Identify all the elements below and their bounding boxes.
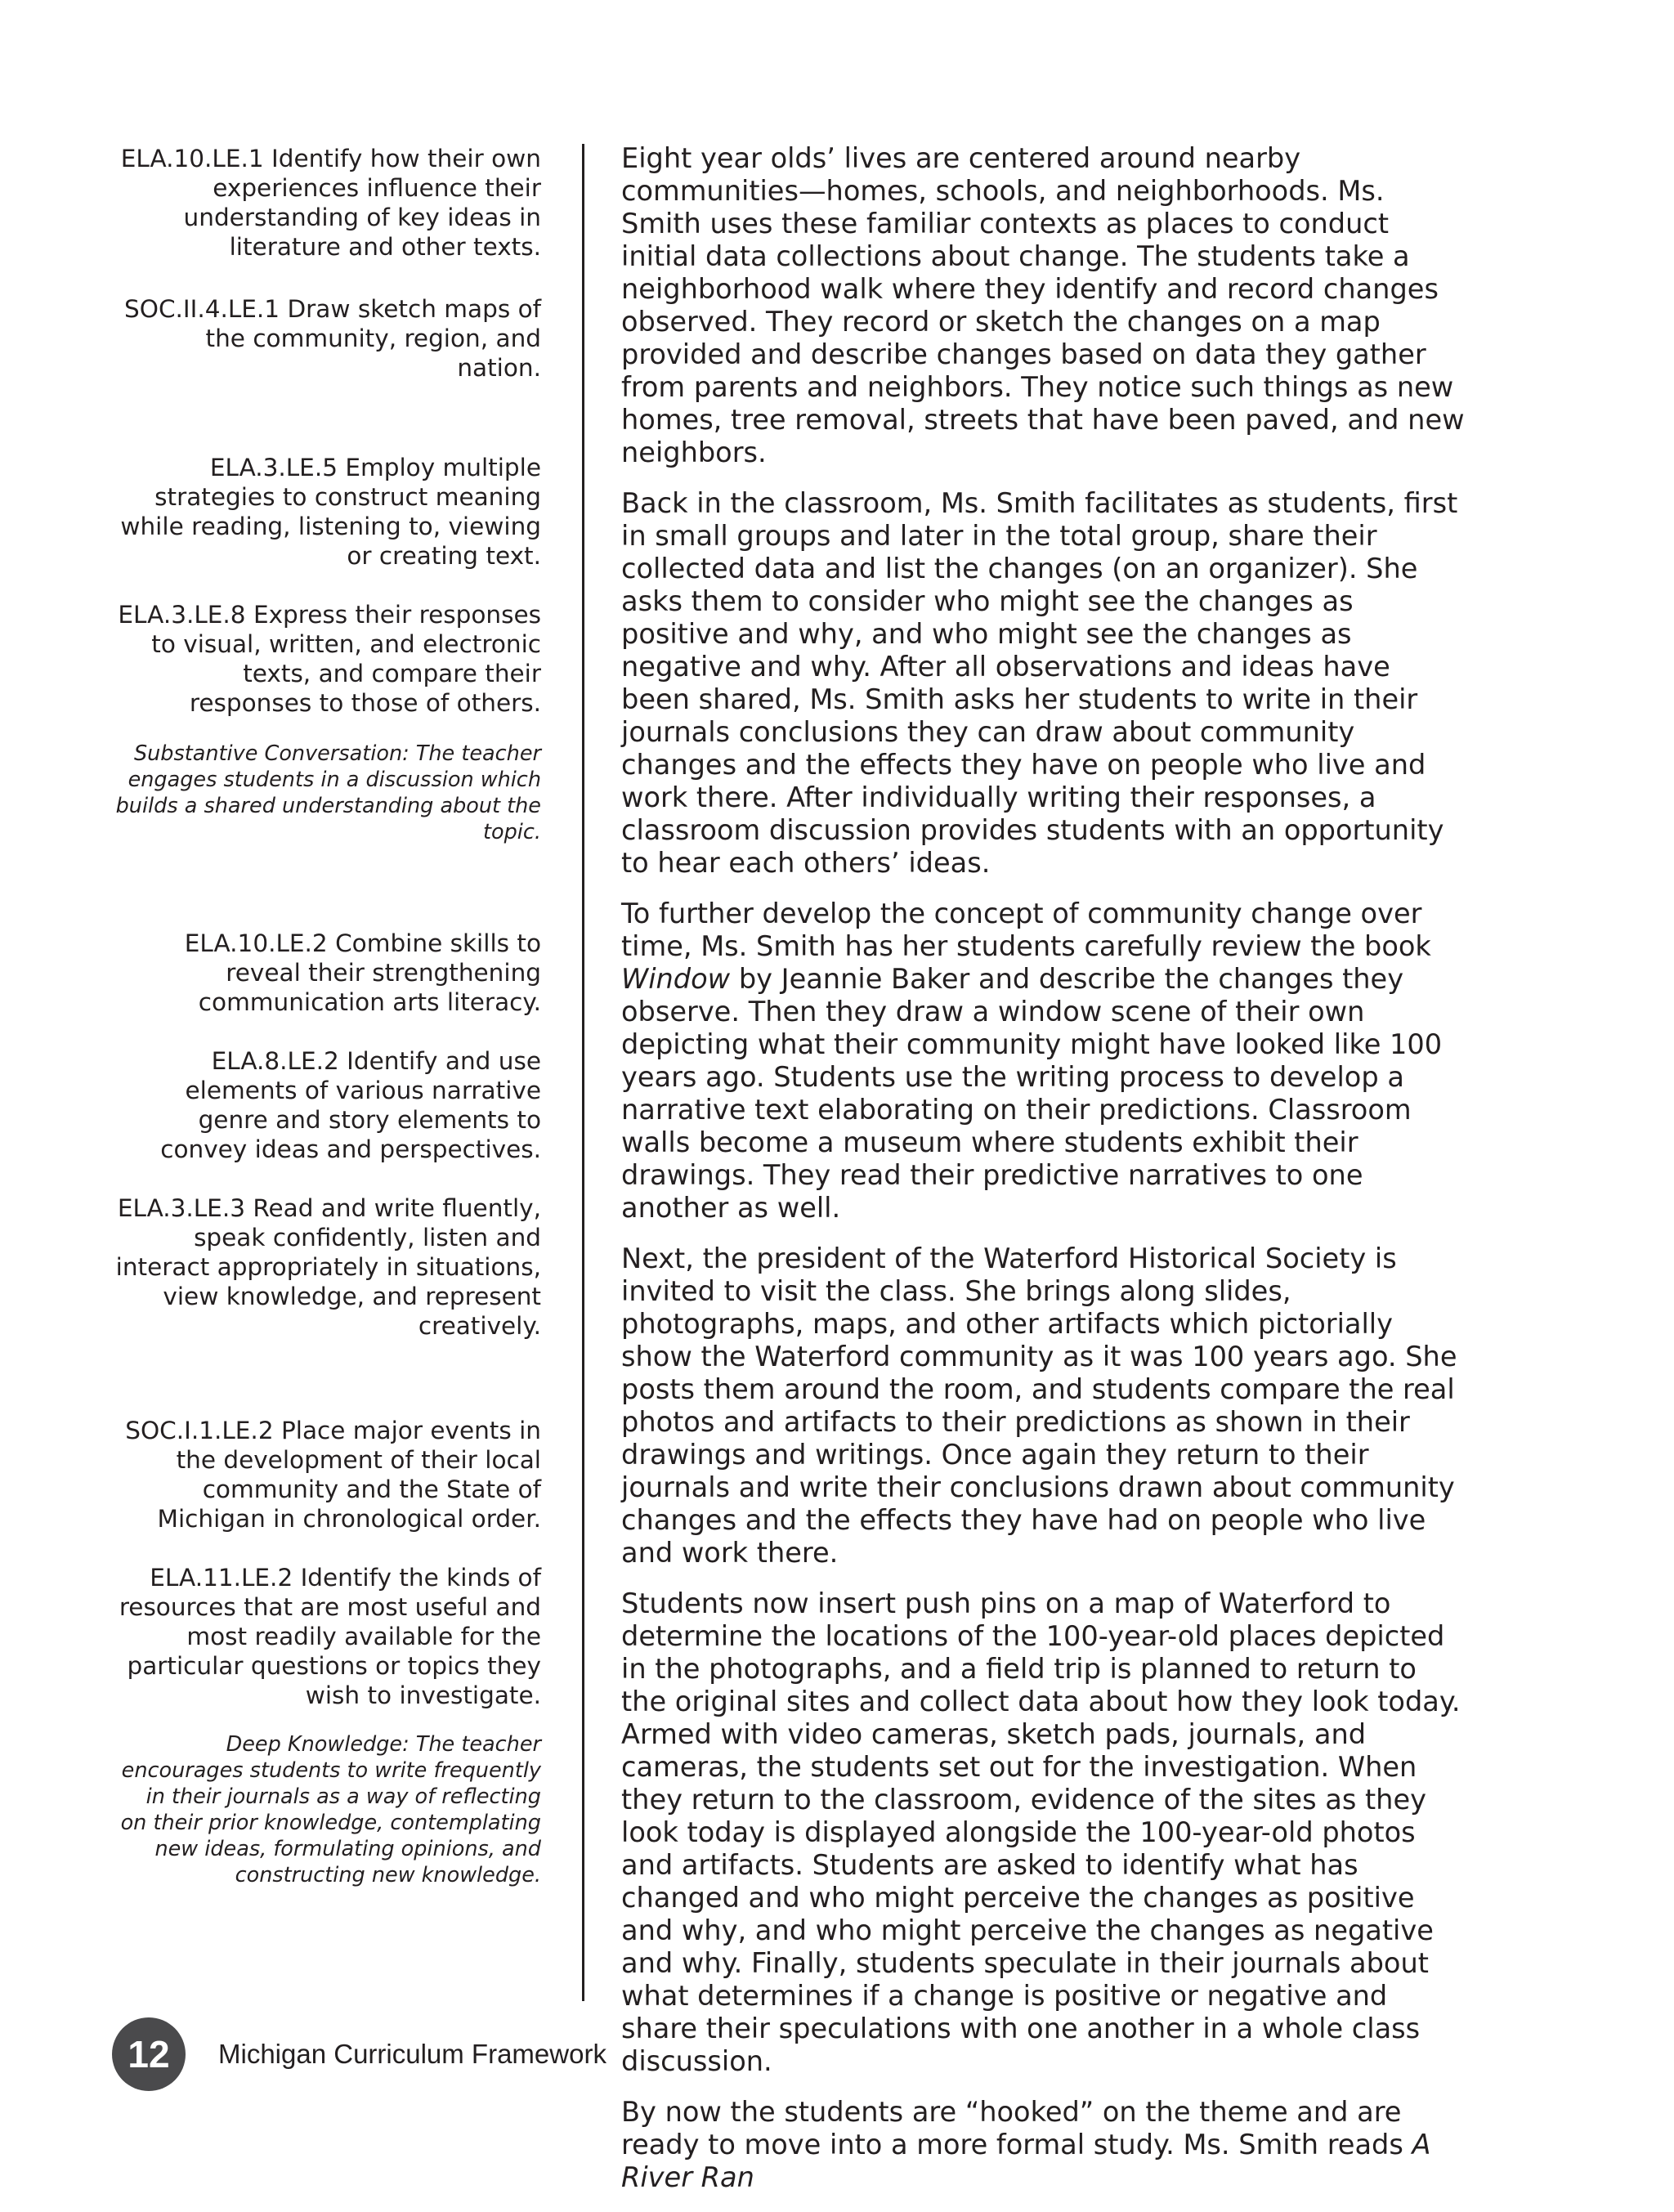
margin-note-ela-10-le-2: ELA.10.LE.2 Combine skills to reveal their strengthening communication arts literacy. <box>184 929 541 1016</box>
page-number-badge <box>112 2017 186 2091</box>
margin-note-ela-3-le-8: ELA.3.LE.8 Express their responses to visual, written, and electronic texts, and compare their responses to those of others. <box>118 601 541 717</box>
margin-note-ela-10-le-1: ELA.10.LE.1 Identify how their own experiences influence their understanding of key ideas in literature and other texts. <box>120 145 541 261</box>
margin-note-ela-8-le-2: ELA.8.LE.2 Identify and use elements of various narrative genre and story elements to convey ideas and perspectives. <box>160 1047 541 1163</box>
book-title-window: Window <box>621 963 731 995</box>
paragraph-field-trip: Students now insert push pins on a map of Waterford to determine the locations of the 100-year-old places depicted in the photographs, and a field trip is planned to return to the original sites and collect data about how they look today. Armed with video cameras, sketch pads, journals, and cameras, the students set out for the investigation. When they return to the classroom, evidence of the sites as they look today is displayed alongside the 100-year-old photos and artifacts. Students are asked to identify what has changed and who might perceive the changes as positive and why, and who might perceive the changes as negative and why. Finally, students speculate in their journals about what determines if a change is positive or negative and share their speculations with one another in a whole class discussion. <box>621 1587 1461 2077</box>
footer-title: Michigan Curriculum Framework <box>218 2039 606 2069</box>
margin-note-ela-3-le-3: ELA.3.LE.3 Read and write fluently, speak confidently, listen and interact appropriately in situations, view knowledge, and represent creatively. <box>115 1194 541 1340</box>
paragraph-historical-society: Next, the president of the Waterford Historical Society is invited to visit the class. She brings along slides, photographs, maps, and other artifacts which pictorially show the Waterford community as it was 100 years ago. She posts them around the room, and students compare the real photos and artifacts to their predictions as shown in their drawings and writings. Once again they return to their journals and write their conclusions drawn about community changes and the effects they have had on people who live and work there. <box>621 1243 1457 1569</box>
page-footer <box>112 2017 606 2091</box>
margin-note-soc-ii-4-le-1: SOC.II.4.LE.1 Draw sketch maps of the community, region, and nation. <box>124 295 541 382</box>
paragraph-formal-study <box>621 2096 1467 2194</box>
margin-notes <box>114 144 541 1888</box>
margin-note-deep-knowledge: Deep Knowledge: The teacher encourages students to write frequently in their journals as a way of reflecting on their prior knowledge, contemplating new ideas, formulating opinions, and constructing new knowledge. <box>120 1732 541 1887</box>
body-text <box>621 142 1467 2212</box>
paragraph-classroom-discussion: Back in the classroom, Ms. Smith facilitates as students, first in small groups and later in the total group, share their collected data and list the changes (on an organizer). She asks them to consider who might see the changes as positive and why, and who might see the changes as negative and why. After all observations and ideas have been shared, Ms. Smith asks her students to write in their journals conclusions they can draw about community changes and the effects they have on people who live and work there. After individually writing their responses, a classroom discussion provides students with an opportunity to hear each others’ ideas. <box>621 487 1458 879</box>
margin-note-soc-i-1-le-2: SOC.I.1.LE.2 Place major events in the development of their local community and the State of Michigan in chronological order. <box>125 1417 541 1533</box>
margin-note-ela-11-le-2: ELA.11.LE.2 Identify the kinds of resources that are most useful and most readily available for the particular questions or topics they wish to investigate. <box>119 1564 541 1709</box>
margin-note-ela-3-le-5: ELA.3.LE.5 Employ multiple strategies to construct meaning while reading, listening to, viewing or creating text. <box>120 454 541 570</box>
paragraph-neighborhood-walk: Eight year olds’ lives are centered around nearby communities—homes, schools, and neighborhoods. Ms. Smith uses these familiar contexts as places to conduct initial data collections about change. The students take a neighborhood walk where they identify and record changes observed. They record or sketch the changes on a map provided and describe changes based on data they gather from parents and neighbors. They notice such things as new homes, tree removal, streets that have been paved, and new neighbors. <box>621 142 1465 468</box>
margin-note-substantive-conversation: Substantive Conversation: The teacher engages students in a discussion which builds a shared understanding about the topic. <box>115 741 541 844</box>
column-divider <box>582 144 584 2001</box>
book-title-a-river-ran: A River Ran <box>621 2129 1431 2193</box>
paragraph-text: by Jeannie Baker and describe the changes they observe. Then they draw a window scene of their own depicting what their community might have looked like 100 years ago. Students use the writing process to develop a narrative text elaborating on their predictions. Classroom walls become a museum where students exhibit their drawings. They read their predictive narratives to one another as well. <box>621 963 1443 1224</box>
page-number: 12 <box>128 2033 170 2075</box>
paragraph-text: By now the students are “hooked” on the theme and are ready to move into a more formal study. Ms. Smith reads <box>621 2096 1412 2161</box>
paragraph-text: To further develop the concept of community change over time, Ms. Smith has her students carefully review the book <box>621 898 1431 962</box>
paragraph-window-book <box>621 898 1467 1225</box>
